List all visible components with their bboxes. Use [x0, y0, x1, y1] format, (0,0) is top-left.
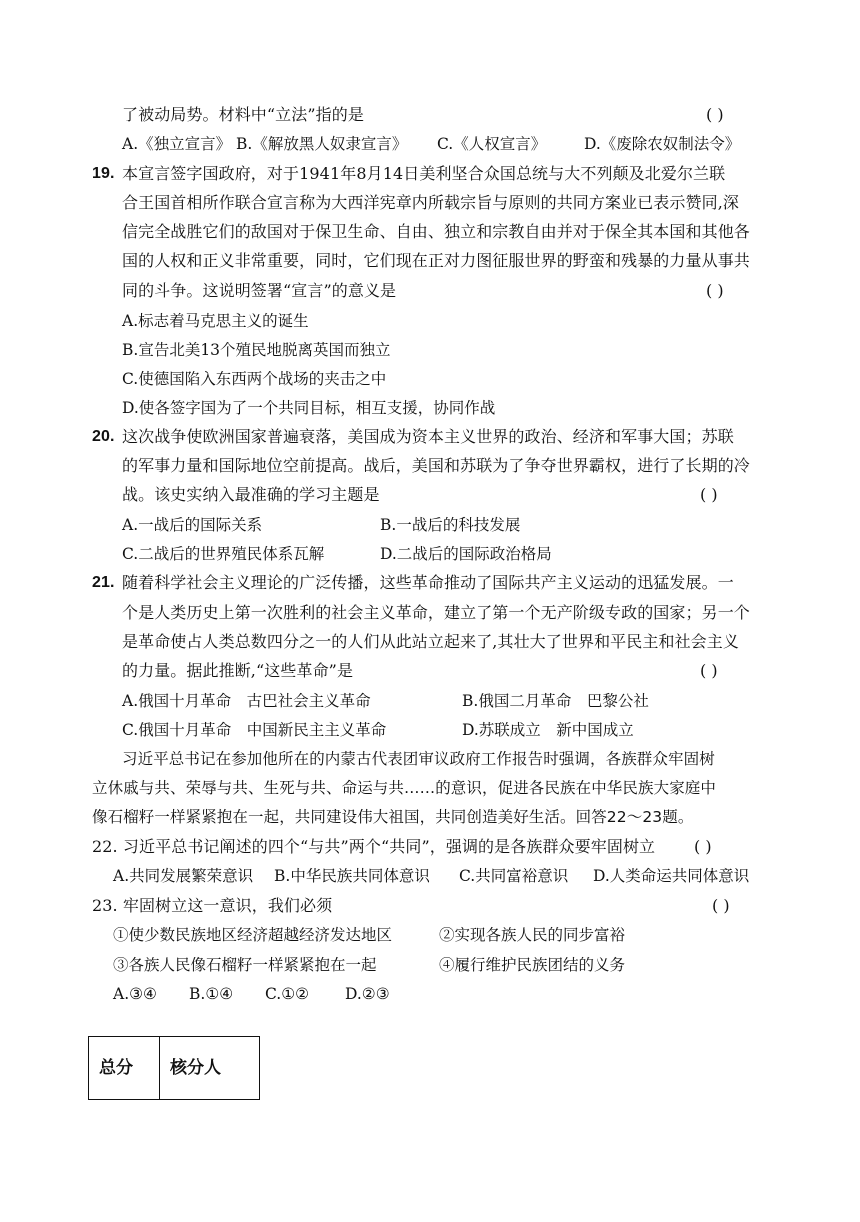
q21-option-c: C.俄国十月革命 中国新民主主义革命 [122, 721, 387, 739]
q22-answer-bracket: ( ) [694, 837, 712, 856]
score-total-cell: 总分 [89, 1037, 160, 1100]
q19-option-d: D.使各签字国为了一个共同目标，相互支援，协同作战 [122, 399, 496, 417]
q21-number: 21. [92, 574, 115, 591]
q23-item-2: ②实现各族人民的同步富裕 [439, 926, 626, 944]
q21-stem-line: 是革命使占人类总数四分之一的人们从此站立起来了,其壮大了世界和平民主和社会主义 [122, 632, 739, 651]
q19-stem-line: 国的人权和正义非常重要，同时，它们现在正对力图征服世界的野蛮和残暴的力量从事共 [122, 251, 750, 270]
q23-item-4: ④履行维护民族团结的义务 [439, 956, 626, 974]
q21-option-d: D.苏联成立 新中国成立 [462, 721, 634, 739]
material-line: 像石榴籽一样紧紧抱在一起，共同建设伟大祖国，共同创造美好生活。回答22～23题。 [92, 808, 694, 826]
material-line: 立休戚与共、荣辱与共、生死与共、命运与共……的意识，促进各民族在中华民族大家庭中 [92, 779, 717, 797]
q23-item-1: ①使少数民族地区经济超越经济发达地区 [113, 926, 393, 944]
q20-option-c: C.二战后的世界殖民体系瓦解 [122, 545, 325, 563]
q22-option-a: A.共同发展繁荣意识 [113, 867, 254, 885]
q18-answer-bracket: ( ) [706, 105, 724, 124]
q21-stem-line: 个是人类历史上第一次胜利的社会主义革命，建立了第一个无产阶级专政的国家；另一个 [122, 603, 750, 622]
q21-option-b: B.俄国二月革命 巴黎公社 [462, 692, 649, 710]
q18-option-b: B.《解放黑人奴隶宣言》 [236, 135, 408, 153]
q21-stem-line: 的力量。据此推断,“这些革命”是 [122, 661, 354, 680]
q20-option-d: D.二战后的国际政治格局 [380, 545, 552, 563]
material-line: 习近平总书记在参加他所在的内蒙古代表团审议政府工作报告时强调，各族群众牢固树 [122, 750, 715, 768]
q20-option-b: B.一战后的科技发展 [380, 516, 521, 534]
q23-option-c: C.①② [265, 985, 310, 1003]
q22-option-b: B.中华民族共同体意识 [274, 867, 430, 885]
q19-stem-line: 同的斗争。这说明签署“宣言”的意义是 [122, 281, 397, 300]
q23-answer-bracket: ( ) [712, 896, 730, 915]
q22-option-d: D.人类命运共同体意识 [593, 867, 750, 885]
q23-stem: 23. 牢固树立这一意识，我们必须 [92, 896, 333, 915]
q21-stem-line: 随着科学社会主义理论的广泛传播，这些革命推动了国际共产主义运动的迅猛发展。一 [122, 573, 734, 592]
q19-option-b: B.宣告北美13个殖民地脱离英国而独立 [122, 341, 391, 359]
q23-item-3: ③各族人民像石榴籽一样紧紧抱在一起 [113, 956, 377, 974]
q19-stem-line: 信完全战胜它们的敌国对于保卫生命、自由、独立和宗教自由并对于保全其本国和其他各 [122, 222, 750, 241]
q19-option-a: A.标志着马克思主义的诞生 [122, 312, 309, 330]
q21-option-a: A.俄国十月革命 古巴社会主义革命 [122, 692, 371, 710]
q20-stem-line: 战。该史实纳入最准确的学习主题是 [122, 485, 380, 504]
q22-stem: 22. 习近平总书记阐述的四个“与共”两个“共同”，强调的是各族群众要牢固树立 [92, 837, 656, 856]
q19-answer-bracket: ( ) [706, 281, 724, 300]
q20-stem-line: 这次战争使欧洲国家普遍衰落，美国成为资本主义世界的政治、经济和军事大国；苏联 [122, 427, 734, 446]
q22-option-c: C.共同富裕意识 [459, 867, 569, 885]
q20-option-a: A.一战后的国际关系 [122, 516, 263, 534]
q18-option-d: D.《废除农奴制法令》 [584, 135, 741, 153]
q23-option-a: A.③④ [113, 985, 157, 1003]
q21-answer-bracket: ( ) [700, 661, 718, 680]
q23-option-b: B.①④ [189, 985, 234, 1003]
q23-option-d: D.②③ [345, 985, 390, 1003]
q20-stem-line: 的军事力量和国际地位空前提高。战后，美国和苏联为了争夺世界霸权，进行了长期的冷 [122, 456, 750, 475]
q19-option-c: C.使德国陷入东西两个战场的夹击之中 [122, 370, 387, 388]
q18-option-a: A.《独立宣言》 [122, 135, 232, 153]
score-checker-cell: 核分人 [160, 1037, 260, 1100]
q19-stem-line: 本宣言签字国政府，对于1941年8月14日美利坚合众国总统与大不列颠及北爱尔兰联 [122, 164, 726, 183]
q18-option-c: C.《人权宣言》 [437, 135, 547, 153]
q20-answer-bracket: ( ) [700, 485, 718, 504]
q20-number: 20. [92, 428, 115, 445]
q19-number: 19. [92, 165, 115, 182]
q19-stem-line: 合王国首相所作联合宣言称为大西洋宪章内所载宗旨与原则的共同方案业已表示赞同,深 [122, 193, 739, 212]
q18-stem-end: 了被动局势。材料中“立法”指的是 [122, 105, 364, 124]
score-table [88, 1036, 260, 1100]
